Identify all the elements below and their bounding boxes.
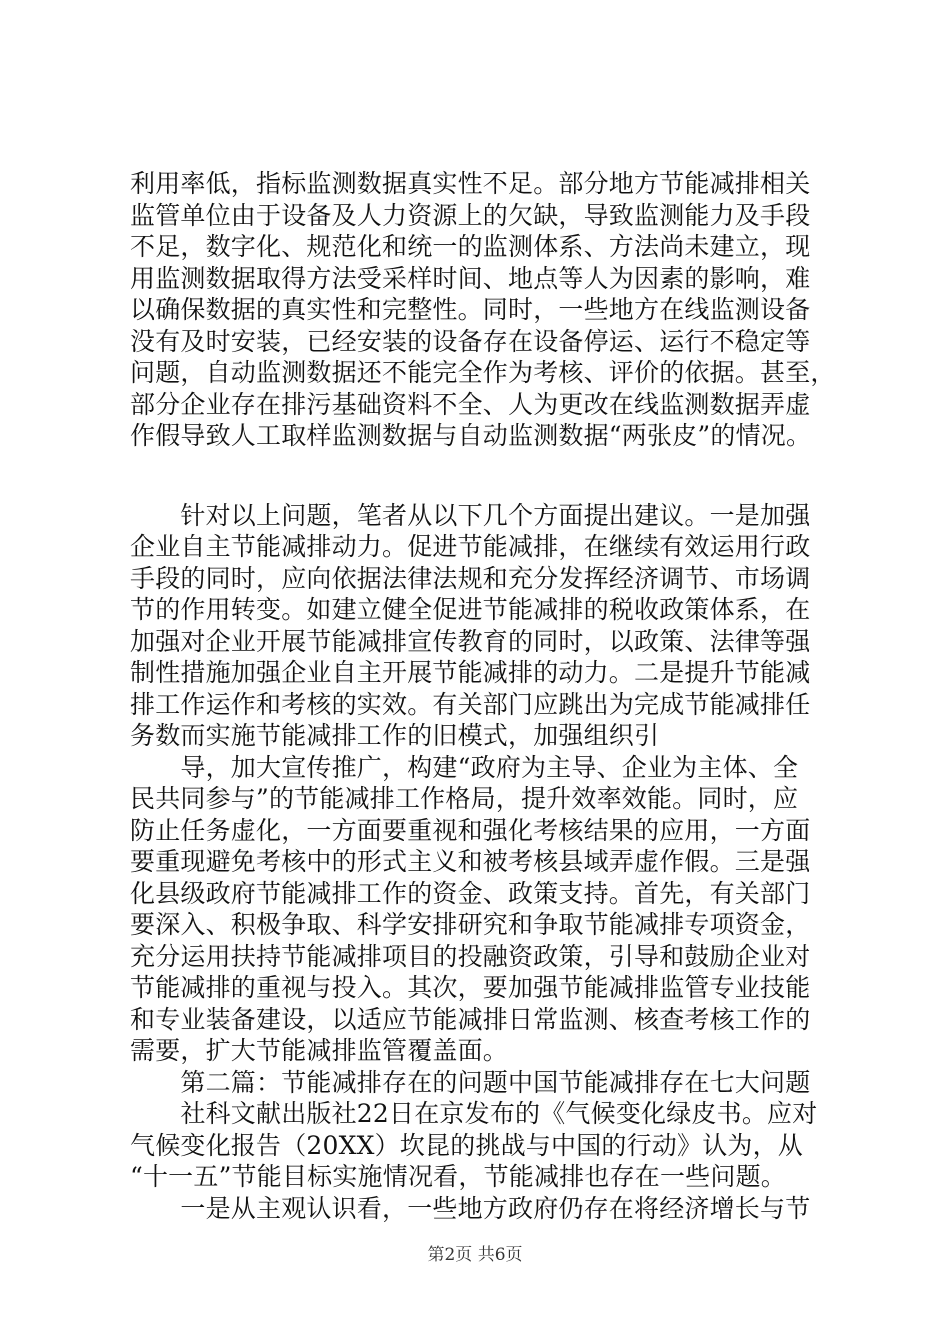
text-line: 和专业装备建设，以适应节能减排日常监测、核查考核工作的: [130, 1004, 811, 1034]
text-line: 企业自主节能减排动力。促进节能减排，在继续有效运用行政: [130, 532, 811, 561]
text-line: 没有及时安装，已经安装的设备存在设备停运、运行不稳定等: [130, 326, 811, 356]
text-line: 要深入、积极争取、科学安排研究和争取节能减排专项资金，: [130, 910, 811, 939]
text-line: 不足，数字化、规范化和统一的监测体系、方法尚未建立，现: [130, 232, 811, 261]
text-line: 制性措施加强企业自主开展节能减排的动力。二是提升节能减: [130, 658, 811, 687]
text-line: 充分运用扶持节能减排项目的投融资政策，引导和鼓励企业对: [130, 941, 811, 971]
section-heading: 第二篇：节能减排存在的问题中国节能减排存在七大问题: [130, 1067, 811, 1097]
text-line: 节的作用转变。如建立健全促进节能减排的税收政策体系，在: [130, 595, 811, 624]
text-line: 务数而实施节能减排工作的旧模式，加强组织引: [130, 721, 660, 750]
text-line: 民共同参与”的节能减排工作格局，提升效率效能。同时，应: [130, 784, 799, 813]
paragraph-block-2: [130, 500, 850, 1225]
text-line: 以确保数据的真实性和完整性。同时，一些地方在线监测设备: [130, 295, 811, 324]
text-line: 节能减排的重视与投入。其次，要加强节能减排监管专业技能: [130, 973, 811, 1002]
text-line: 排工作运作和考核的实效。有关部门应跳出为完成节能减排任: [130, 689, 811, 719]
text-line: 气候变化报告（20XX）坎昆的挑战与中国的行动》认为，从: [130, 1130, 804, 1160]
page-number-footer: 第2页 共6页: [427, 1245, 523, 1265]
paragraph-gap: [130, 452, 850, 500]
document-body: [130, 168, 850, 1224]
text-line: 问题，自动监测数据还不能完全作为考核、评价的依据。甚至，: [130, 358, 836, 387]
paragraph-block-1: [130, 168, 850, 452]
text-line: 导，加大宣传推广，构建“政府为主导、企业为主体、全: [130, 752, 799, 782]
text-line: 需要，扩大节能减排监管覆盖面。: [130, 1036, 509, 1065]
text-line: 手段的同时，应向依据法律法规和充分发挥经济调节、市场调: [130, 563, 811, 593]
text-line: 社科文献出版社22日在京发布的《气候变化绿皮书。应对: [130, 1099, 818, 1128]
text-line: 作假导致人工取样监测数据与自动监测数据“两张皮”的情况。: [130, 421, 812, 450]
text-line: 用监测数据取得方法受采样时间、地点等人为因素的影响，难: [130, 263, 811, 293]
text-line: 防止任务虚化，一方面要重视和强化考核结果的应用，一方面: [130, 815, 811, 845]
text-line: 化县级政府节能减排工作的资金、政策支持。首先，有关部门: [130, 878, 811, 908]
text-line: 加强对企业开展节能减排宣传教育的同时，以政策、法律等强: [130, 626, 811, 656]
text-line: “十一五”节能目标实施情况看，节能减排也存在一些问题。: [130, 1162, 786, 1191]
text-line: 利用率低，指标监测数据真实性不足。部分地方节能减排相关: [130, 169, 811, 198]
text-line: 部分企业存在排污基础资料不全、人为更改在线监测数据弄虚: [130, 389, 811, 419]
text-line: 针对以上问题，笔者从以下几个方面提出建议。一是加强: [130, 500, 811, 530]
text-line: 监管单位由于设备及人力资源上的欠缺，导致监测能力及手段: [130, 200, 811, 230]
text-line: 要重现避免考核中的形式主义和被考核县域弄虚作假。三是强: [130, 847, 811, 876]
text-line: 一是从主观认识看，一些地方政府仍存在将经济增长与节: [130, 1193, 811, 1223]
